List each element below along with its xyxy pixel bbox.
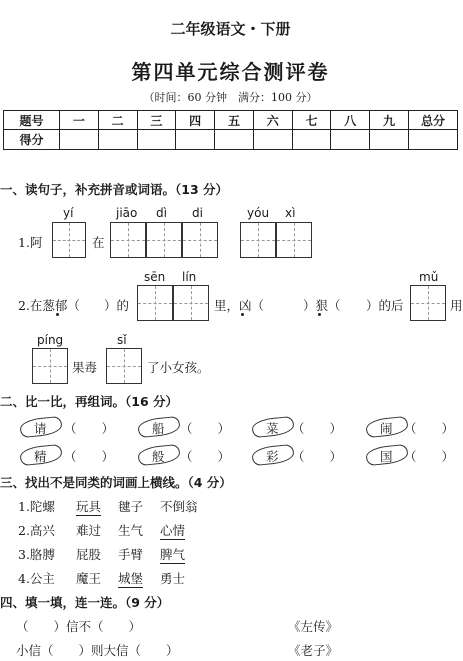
word-paren[interactable]: （ ）	[404, 449, 455, 464]
score-cell[interactable]	[370, 130, 409, 150]
pinyin-label: píng	[37, 333, 64, 347]
score-cell[interactable]	[292, 130, 331, 150]
word-item[interactable]: 不倒翁	[160, 499, 198, 514]
q2-text-3: ）狠（	[303, 298, 341, 313]
word-paren[interactable]: （ ）	[64, 421, 115, 436]
word-item-underlined[interactable]: 心情	[160, 523, 186, 538]
word-item[interactable]: 勇士	[160, 571, 186, 586]
emphasis-dot	[318, 313, 321, 316]
q2-text-5: 用	[450, 298, 463, 313]
word-item[interactable]: 难过	[76, 523, 102, 538]
leaf-char: 国	[380, 449, 393, 464]
word-paren[interactable]: （ ）	[404, 421, 455, 436]
score-header-cell: 九	[370, 111, 409, 130]
emphasis-dot	[56, 313, 59, 316]
q3-text-1: 果毒	[72, 360, 98, 375]
book-title-2[interactable]: 《老子》	[288, 643, 339, 658]
pinyin-label: jiāo	[116, 206, 138, 220]
section4-title: 四、填一填，连一连。（9 分）	[0, 595, 170, 610]
word-paren[interactable]: （ ）	[180, 421, 231, 436]
word-item[interactable]: 屁股	[76, 547, 102, 562]
word-item: 3.胳膊	[18, 547, 55, 562]
fill-line-2[interactable]: 小信（ ）则大信（ ）	[16, 643, 179, 658]
grade-heading: 二年级语文・下册	[170, 20, 291, 38]
score-header-cell: 总分	[409, 111, 458, 130]
word-item[interactable]: 生气	[118, 523, 144, 538]
book-title-1[interactable]: 《左传》	[288, 619, 339, 634]
pinyin-label: di	[192, 206, 203, 220]
leaf-char: 闹	[380, 421, 393, 436]
word-item-underlined[interactable]: 脾气	[160, 547, 186, 562]
word-paren[interactable]: （ ）	[180, 449, 231, 464]
score-cell[interactable]	[137, 130, 176, 150]
leaf-char: 般	[152, 449, 165, 464]
section3-title: 三、找出不是同类的词画上横线。（4 分）	[0, 475, 232, 490]
q3-text-2: 了小女孩。	[147, 360, 210, 375]
word-item: 1.陀螺	[18, 499, 55, 514]
score-header-cell: 二	[98, 111, 137, 130]
score-header-cell: 八	[331, 111, 370, 130]
leaf-char: 菜	[266, 421, 279, 436]
score-row-label: 得分	[4, 130, 60, 150]
score-cell[interactable]	[215, 130, 254, 150]
q1-start: 1.阿	[18, 235, 43, 250]
leaf-char: 彩	[266, 449, 279, 464]
score-cell[interactable]	[253, 130, 292, 150]
pinyin-label: xì	[285, 206, 296, 220]
leaf-char: 精	[34, 449, 47, 464]
score-header-cell: 六	[253, 111, 292, 130]
tianzige-box[interactable]	[173, 285, 209, 321]
pinyin-label: sēn	[144, 270, 166, 284]
test-info: （时间：60 分钟 满分：100 分）	[143, 91, 318, 104]
pinyin-label: dì	[156, 206, 167, 220]
tianzige-box[interactable]	[110, 222, 146, 258]
fill-line-1[interactable]: （ ）信不（ ）	[16, 619, 142, 634]
word-paren[interactable]: （ ）	[292, 449, 343, 464]
tianzige-box[interactable]	[146, 222, 182, 258]
word-item[interactable]: 魔王	[76, 571, 102, 586]
word-paren[interactable]: （ ）	[64, 449, 115, 464]
score-cell[interactable]	[331, 130, 370, 150]
tianzige-box[interactable]	[182, 222, 218, 258]
q2-text-1: ）的	[104, 298, 130, 313]
word-item[interactable]: 毽子	[118, 499, 144, 514]
score-header-cell: 一	[60, 111, 99, 130]
section2-title: 二、比一比，再组词。（16 分）	[0, 394, 178, 409]
q2-text-4: ）的后	[366, 298, 404, 313]
word-item: 4.公主	[18, 571, 55, 586]
word-item-underlined[interactable]: 城堡	[118, 571, 144, 586]
tianzige-box[interactable]	[137, 285, 173, 321]
tianzige-box[interactable]	[106, 348, 142, 384]
word-item-underlined[interactable]: 玩具	[76, 499, 102, 514]
score-header-cell: 三	[137, 111, 176, 130]
word-item: 2.高兴	[18, 523, 55, 538]
q2-text-2: 里，凶（	[214, 298, 265, 313]
pinyin-label: mǔ	[419, 270, 439, 284]
word-paren[interactable]: （ ）	[292, 421, 343, 436]
q2-text-start: 2.在葱郁（	[18, 298, 80, 313]
score-header-cell: 题号	[4, 111, 60, 130]
score-table	[3, 110, 458, 150]
test-title: 第四单元综合测评卷	[131, 60, 330, 84]
tianzige-box[interactable]	[410, 285, 446, 321]
leaf-char: 船	[152, 421, 165, 436]
score-cell[interactable]	[60, 130, 99, 150]
score-header-cell: 四	[176, 111, 215, 130]
pinyin-label: sǐ	[117, 333, 127, 347]
q1-mid: 在	[92, 235, 105, 250]
section1-title: 一、读句子，补充拼音或词语。（13 分）	[0, 182, 228, 197]
score-header-cell: 七	[292, 111, 331, 130]
tianzige-box[interactable]	[32, 348, 68, 384]
score-cell[interactable]	[176, 130, 215, 150]
pinyin-label: yóu	[247, 206, 270, 220]
word-item[interactable]: 手臂	[118, 547, 144, 562]
score-cell[interactable]	[409, 130, 458, 150]
tianzige-box[interactable]	[240, 222, 276, 258]
leaf-char: 请	[34, 421, 47, 436]
tianzige-box[interactable]	[276, 222, 312, 258]
pinyin-label: yí	[63, 206, 74, 220]
score-cell[interactable]	[98, 130, 137, 150]
emphasis-dot	[241, 313, 244, 316]
tianzige-box[interactable]	[52, 222, 86, 258]
score-header-cell: 五	[215, 111, 254, 130]
pinyin-label: lín	[182, 270, 197, 284]
